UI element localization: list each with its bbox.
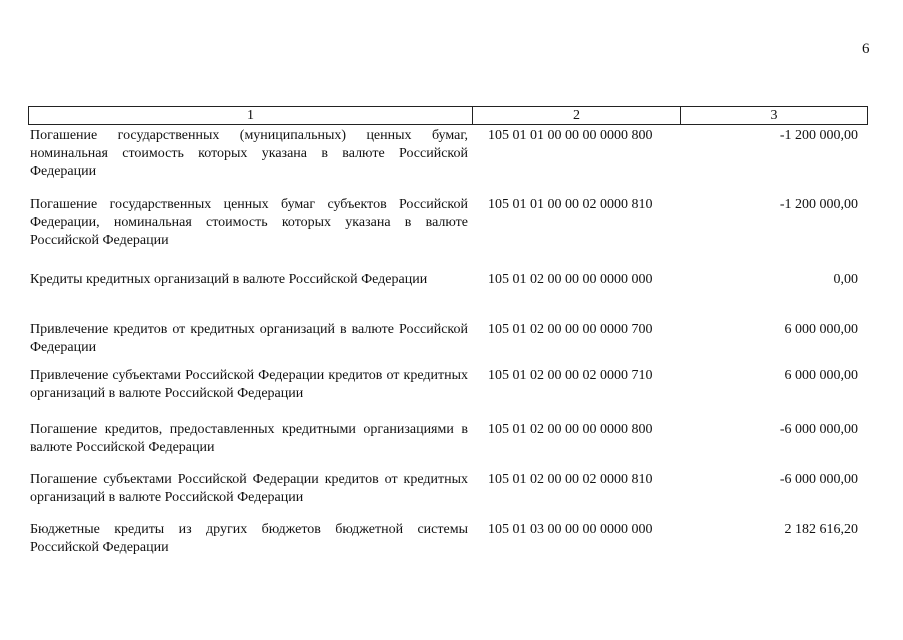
row-description: Привлечение субъектами Российской Федерации кредитов от кредитных организаций в валюте Российской Федерации (30, 368, 468, 401)
table-header (28, 106, 868, 125)
row-description: Погашение субъектами Российской Федерации кредитов от кредитных организаций в валюте Российской Федерации (30, 472, 468, 505)
row-code: 105 01 01 00 00 00 0000 800 (488, 128, 653, 143)
row-code: 105 01 02 00 00 00 0000 800 (488, 422, 653, 437)
row-amount: 6 000 000,00 (784, 322, 858, 337)
row-amount: 0,00 (833, 272, 858, 287)
row-description: Погашение кредитов, предоставленных кредитными организациями в валюте Российской Федерации (30, 422, 468, 455)
header-col-1: 1 (29, 107, 473, 124)
row-code: 105 01 02 00 00 02 0000 810 (488, 472, 653, 487)
row-amount: -1 200 000,00 (779, 128, 858, 143)
row-description: Погашение государственных (муниципальных) ценных бумаг, номинальная стоимость которых указана в валюте Российской Федерации (30, 128, 468, 179)
row-amount: -6 000 000,00 (779, 422, 858, 437)
row-amount: 2 182 616,20 (784, 522, 858, 537)
row-code: 105 01 03 00 00 00 0000 000 (488, 522, 653, 537)
row-amount: 6 000 000,00 (784, 368, 858, 383)
header-col-3: 3 (770, 108, 778, 123)
row-amount: -6 000 000,00 (779, 472, 858, 487)
row-amount: -1 200 000,00 (779, 197, 858, 212)
page-number: 6 (862, 41, 870, 57)
header-col-2: 2 (473, 107, 681, 124)
row-description: Привлечение кредитов от кредитных организаций в валюте Российской Федерации (30, 322, 468, 355)
row-code: 105 01 02 00 00 00 0000 000 (488, 272, 653, 287)
row-code: 105 01 01 00 00 02 0000 810 (488, 197, 653, 212)
row-description: Погашение государственных ценных бумаг субъектов Российской Федерации, номинальная стоимость которых указана в валюте Российской Федерации (30, 197, 468, 248)
row-code: 105 01 02 00 00 02 0000 710 (488, 368, 653, 383)
row-description: Бюджетные кредиты из других бюджетов бюджетной системы Российской Федерации (30, 522, 468, 555)
row-code: 105 01 02 00 00 00 0000 700 (488, 322, 653, 337)
row-description: Кредиты кредитных организаций в валюте Российской Федерации (30, 272, 428, 287)
